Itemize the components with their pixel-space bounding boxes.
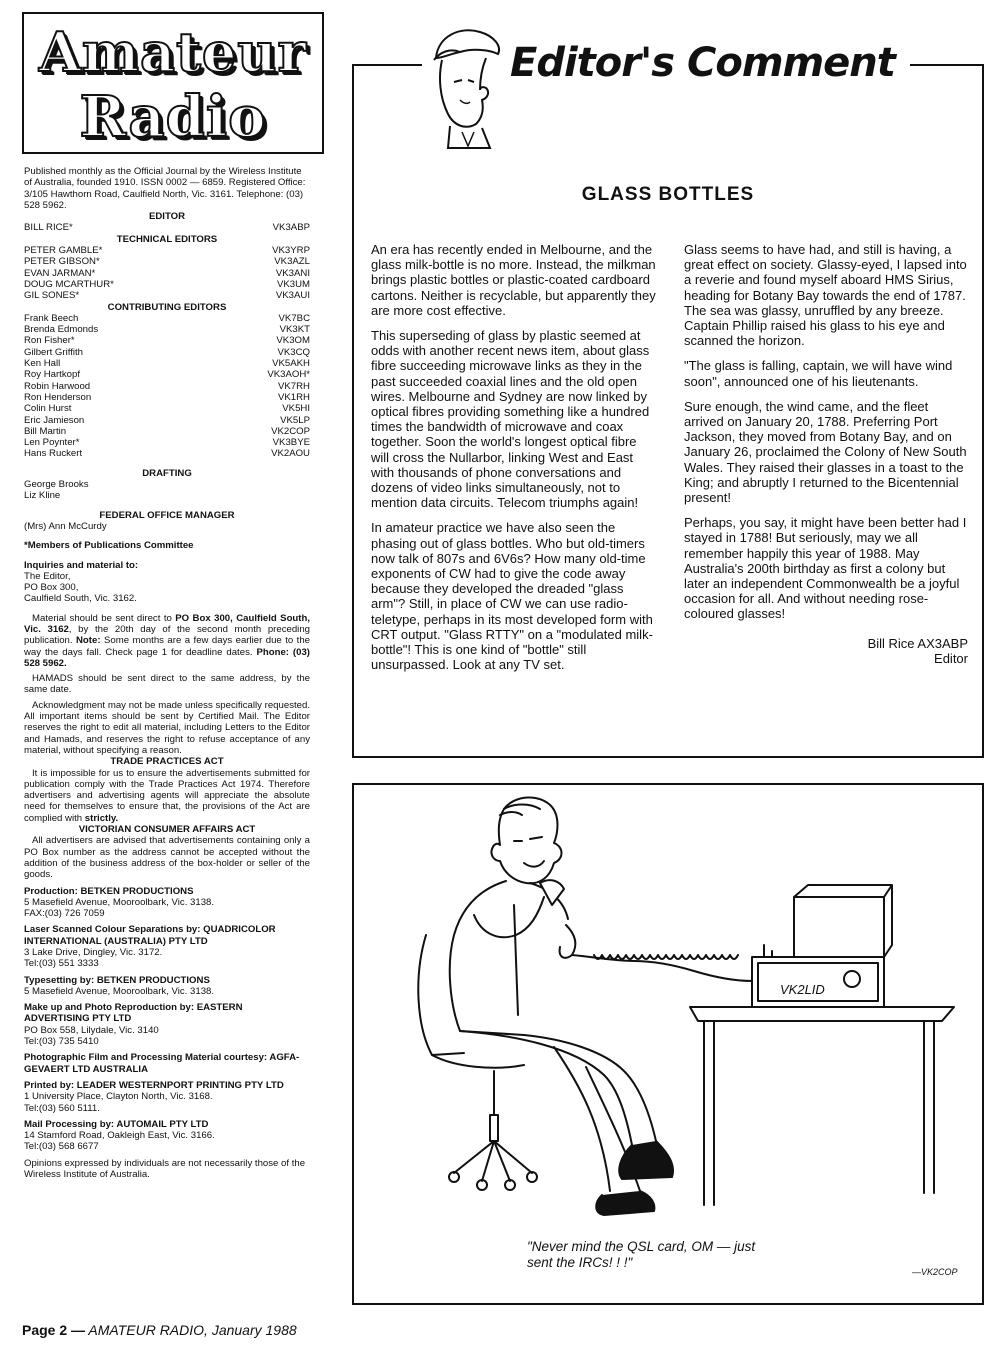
acknowledgment-notice: Acknowledgment may not be made unless specifically requested. All important items should be sent by Certified Mail. The Editor reserves the right to edit all material, including Letters to the Editor and Hamads, and reserves the right to refuse acceptance of any material, without specifying a reason.: [24, 699, 310, 756]
signature-role: Editor: [934, 650, 968, 666]
credit-line: Tel:(03) 568 6677: [24, 1141, 99, 1153]
editor-sketch-icon: [420, 18, 506, 168]
article-column-2: [684, 242, 968, 676]
staff-row: GIL SONES* VK3AUI: [24, 290, 310, 302]
signature: [684, 636, 968, 666]
credit-line: PO Box 558, Lilydale, Vic. 3140: [24, 1024, 159, 1036]
staff-name: George Brooks: [24, 479, 89, 491]
article-paragraph: An era has recently ended in Melbourne, and the glass milk-bottle is no more. Instead, the milkman brings plastic bottles or plastic-coated cardboard cartons. Neither is recyclable, but apparently they are more cost effective.: [371, 242, 656, 318]
footer-publication: AMATEUR RADIO, January 1988: [85, 1322, 297, 1338]
editor-heading: EDITOR: [148, 211, 186, 223]
contributing-editors-heading: CONTRIBUTING EDITORS: [107, 301, 227, 313]
staff-row: Colin Hurst VK5HI: [24, 403, 310, 415]
consumer-affairs-text: All advertisers are advised that advertisements containing only a PO Box number as the address cannot be accepted without the addition of the business address of the box-holder or seller of the goods.: [24, 835, 310, 881]
credit-heading: Laser Scanned Colour Separations by: QUADRICOLOR INTERNATIONAL (AUSTRALIA) PTY LTD: [24, 924, 276, 947]
credit-heading: Photographic Film and Processing Material courtesy: AGFA-GEVAERT LTD AUSTRALIA: [24, 1052, 300, 1075]
article-paragraph: Glass seems to have had, and still is having, a great effect on society. Glassy-eyed, I lapsed into a reverie and found myself aboard HMS Sirius, heading for Botany Bay towards the end of 1787. The sea was glassy, unruffled by any breeze. Captain Phillip raised his glass to his eye and scanned the horizon.: [684, 242, 967, 349]
inquiries-heading: Inquiries and material to:: [24, 559, 139, 571]
staff-row: Robin Harwood VK7RH: [24, 380, 310, 392]
credit-heading: Typesetting by: BETKEN PRODUCTIONS: [24, 974, 210, 986]
credit-heading: Make up and Photo Reproduction by: EASTERN ADVERTISING PTY LTD: [24, 1002, 243, 1025]
hamads-notice: HAMADS should be sent direct to the same address, by the same date.: [24, 673, 310, 696]
staff-row: Len Poynter* VK3BYE: [24, 437, 310, 449]
box-top-rule: [910, 64, 984, 66]
article-headline: GLASS BOTTLES: [581, 184, 755, 205]
staff-row: Hans Ruckert VK2AOU: [24, 448, 310, 460]
staff-row: Eric Jamieson VK5LP: [24, 414, 310, 426]
box-top-rule: [352, 64, 422, 66]
staff-row: Brenda Edmonds VK3KT: [24, 324, 310, 336]
staff-row: PETER GAMBLE* VK3YRP: [24, 245, 310, 257]
credit-line: Tel:(03) 560 5111.: [24, 1102, 100, 1114]
article-paragraph: Sure enough, the wind came, and the fleet arrived on January 20, 1788. Preferring Port Jackson, they moved from Botany Bay, and on January 26, proclaimed the Colony of New South Wales. They raised their glasses in a toast to the King; and abruptly I returned to the Bicentennial present!: [684, 398, 967, 506]
cartoon-caption: [527, 1239, 755, 1271]
staff-row: Ken Hall VK5AKH: [24, 358, 310, 370]
staff-name: Liz Kline: [24, 490, 61, 502]
staff-row: BILL RICE* VK3ABP: [24, 222, 310, 234]
cartoon-credit: —VK2COP: [912, 1267, 958, 1277]
credit-line: 14 Stamford Road, Oakleigh East, Vic. 3166.: [24, 1130, 215, 1142]
credit-heading: Printed by: LEADER WESTERNPORT PRINTING PTY LTD: [24, 1079, 284, 1091]
page-footer: [22, 1322, 297, 1338]
staff-row: Ron Fisher* VK3OM: [24, 335, 310, 347]
staff-row: DOUG MCARTHUR* VK3UM: [24, 278, 310, 290]
staff-name: (Mrs) Ann McCurdy: [24, 520, 107, 532]
material-notice: Material should be sent direct to PO Box 300, Caulfield South, Vic. 3162, by the 20th day of the second month preceding publication. Note: Some months are a few days earlier due to the way the days fall. Check page 1 for deadline dates. Phone: (03) 528 5962.: [24, 612, 311, 669]
trade-practices-text: It is impossible for us to ensure the advertisements submitted for publication comply with the Trade Practices Act 1974. Therefore advertisers and advertising agents will appreciate the absolute need for themselves to ensure that, the provisions of the Act are complied with strictly.: [24, 767, 310, 824]
staff-row: Roy Hartkopf VK3AOH*: [24, 369, 310, 381]
address-line: The Editor,: [24, 570, 71, 582]
publication-info: Published monthly as the Official Journal by the Wireless Institute of Australia, founded 1910. ISSN 0002 — 6859. Registered Office: 3/105 Hawthorn Road, Caulfield North, Vic. 3161. Telephone: (03) 528 5962.: [24, 166, 306, 211]
address-line: PO Box 300,: [24, 582, 79, 594]
staff-row: PETER GIBSON* VK3AZL: [24, 256, 310, 268]
credit-line: Tel:(03) 551 3333: [24, 958, 99, 970]
article-column-1: [371, 242, 657, 682]
cartoon-illustration: [354, 785, 982, 1235]
staff-row: Gilbert Griffith VK3CQ: [24, 346, 310, 358]
technical-editors-heading: TECHNICAL EDITORS: [116, 233, 218, 245]
staff-row: Ron Henderson VK1RH: [24, 391, 310, 403]
article-paragraph: "The glass is falling, captain, we will have wind soon", announced one of his lieutenants.: [684, 358, 953, 389]
committee-note: *Members of Publications Committee: [24, 540, 194, 552]
staff-row: Frank Beech VK7BC: [24, 312, 310, 324]
logo-line-2: Radio: [79, 84, 267, 150]
federal-office-heading: FEDERAL OFFICE MANAGER: [99, 509, 235, 521]
credit-line: FAX:(03) 726 7059: [24, 908, 105, 920]
address-line: Caulfield South, Vic. 3162.: [24, 593, 137, 605]
credit-line: Tel:(03) 735 5410: [24, 1036, 99, 1048]
rig-label: VK2LID: [780, 982, 825, 997]
article-paragraph: This superseding of glass by plastic seemed at odds with another recent news item, about glass fibre succeeding microwave links as they in the past succeeded coaxial lines and the old open wires. Melbourne and Sydney are now linked by optical fibres providing something like a hundred times the bandwidth of microwave and coax together. Soon the world's longest optical fibre will cross the Nullarbor, linking West and East with thousands of phone conversations and dozens of video links simultaneously, not to mention data circuits. Telecom triumphs again!: [371, 328, 650, 511]
consumer-affairs-heading: VICTORIAN CONSUMER AFFAIRS ACT: [78, 824, 256, 836]
credit-heading: Production: BETKEN PRODUCTIONS: [24, 885, 194, 897]
staff-row: Bill Martin VK2COP: [24, 425, 310, 437]
credit-line: 5 Masefield Avenue, Mooroolbark, Vic. 3138.: [24, 896, 215, 908]
logo-line-1: Amateur: [38, 20, 308, 84]
section-title: Editor's Comment: [510, 40, 895, 86]
article-paragraph: In amateur practice we have also seen the phasing out of glass bottles. Who but old-timers now talk of 807s and 6V6s? How many old-time exponents of CW had to give the code away because they developed the dreaded "glass arm"? Still, in place of CW we can use radio-teletype, perhaps in its most developed form with CRT output. "Glass RTTY" on a "modulated milk-bottle"! This is one kind of "bottle" still unsurpassed. Look at any TV set.: [371, 520, 653, 673]
credit-line: 3 Lake Drive, Dingley, Vic. 3172.: [24, 947, 163, 958]
credit-line: 5 Masefield Avenue, Mooroolbark, Vic. 3138.: [24, 985, 215, 997]
drafting-heading: DRAFTING: [142, 467, 192, 479]
trade-practices-heading: TRADE PRACTICES ACT: [110, 756, 224, 768]
signature-name: Bill Rice AX3ABP: [867, 635, 968, 651]
staff-row: EVAN JARMAN* VK3ANI: [24, 267, 310, 279]
caption-line: sent the IRCs! ! !": [527, 1255, 633, 1270]
article-paragraph: Perhaps, you say, it might have been better had I stayed in 1788! But seriously, may we all remember happily this year of 1988. May Australia's 200th birthday as first a colony but later an independent Commonwealth be a joyful occasion for all. And without needing rose-coloured glasses!: [684, 515, 967, 622]
caption-line: "Never mind the QSL card, OM — just: [527, 1239, 756, 1254]
masthead-column: [24, 166, 310, 1180]
credit-line: 1 University Place, Clayton North, Vic. 3168.: [24, 1091, 213, 1103]
opinions-disclaimer: Opinions expressed by individuals are not necessarily those of the Wireless Institute of Australia.: [24, 1157, 306, 1181]
credit-heading: Mail Processing by: AUTOMAIL PTY LTD: [24, 1118, 209, 1130]
masthead-logo: [22, 12, 324, 154]
page-number: Page 2 —: [22, 1322, 86, 1338]
